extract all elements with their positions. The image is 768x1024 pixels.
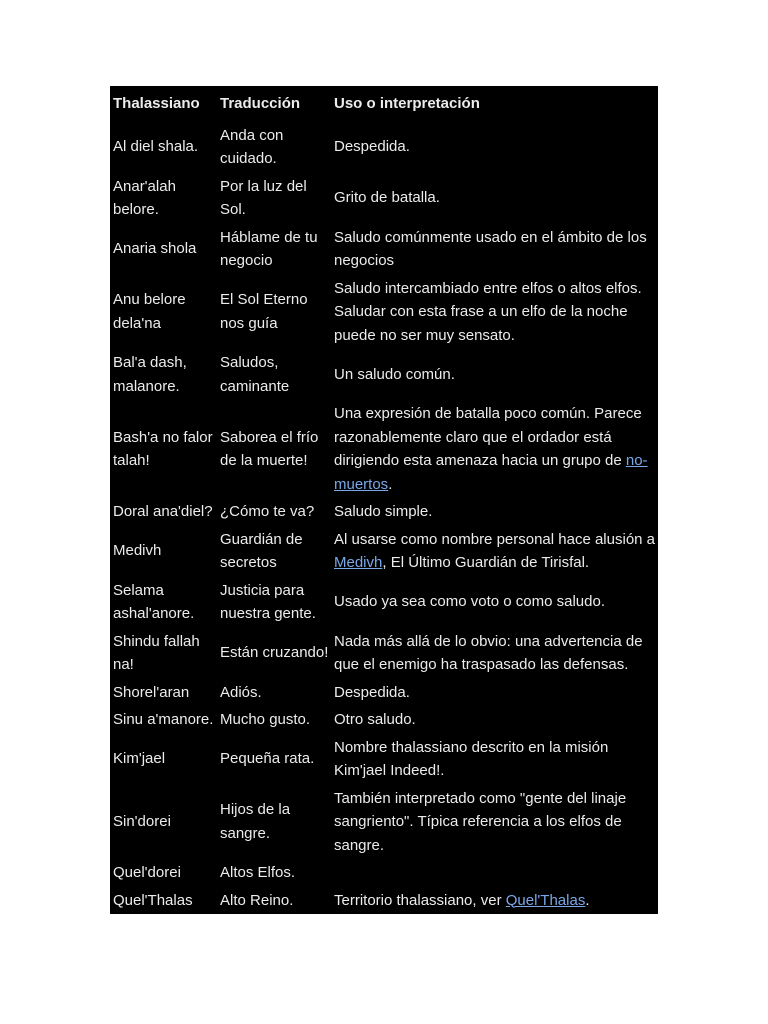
- cell-thalassiano: Sin'dorei: [113, 813, 171, 830]
- header-uso: Uso o interpretación: [334, 95, 480, 112]
- cell-uso: Saludo comúnmente usado en el ámbito de los negocios: [334, 228, 647, 269]
- cell-uso: También interpretado como "gente del linaje sangriento". Típica referencia a los elfos de sangre.: [334, 789, 627, 854]
- cell-thalassiano: Shorel'aran: [113, 683, 190, 701]
- header-traduccion: Traducción: [220, 95, 301, 112]
- cell-traduccion: Mucho gusto.: [220, 711, 311, 728]
- cell-thalassiano: Anu belore dela'na: [113, 291, 186, 332]
- cell-traduccion: Hijos de la sangre.: [220, 801, 291, 842]
- cell-thalassiano: Anaria shola: [113, 240, 197, 258]
- cell-traduccion: Alto Reino.: [220, 891, 294, 909]
- cell-traduccion: Pequeña rata.: [220, 750, 315, 768]
- table-row: [110, 122, 658, 173]
- cell-uso: Un saludo común.: [334, 365, 455, 383]
- cell-thalassiano: Quel'dorei: [113, 864, 181, 881]
- table-row: [110, 526, 658, 577]
- cell-thalassiano: Quel'Thalas: [113, 891, 193, 909]
- cell-thalassiano: Bash'a no falor talah!: [113, 428, 213, 469]
- cell-uso: [331, 859, 658, 887]
- table-header-row: [110, 86, 658, 122]
- cell-uso: Despedida.: [334, 138, 410, 156]
- cell-traduccion: Están cruzando!: [220, 644, 329, 662]
- cell-uso: Saludo intercambiado entre elfos o altos elfos. Saludar con esta frase a un elfo de la noche puede no ser muy sensato.: [334, 279, 642, 344]
- cell-uso: Otro saludo.: [334, 711, 416, 728]
- cell-thalassiano: Selama ashal'anore.: [113, 581, 195, 622]
- table-row: [110, 498, 658, 526]
- cell-traduccion: Adiós.: [220, 683, 262, 701]
- table-row: [110, 628, 658, 679]
- cell-uso-text-end: .: [585, 891, 590, 909]
- cell-traduccion: Háblame de tu negocio: [220, 228, 318, 269]
- table-row: [110, 577, 658, 628]
- cell-traduccion: Anda con cuidado.: [220, 126, 284, 167]
- cell-uso-text-end: , El Último Guardián de Tirisfal.: [382, 554, 590, 571]
- cell-traduccion: ¿Cómo te va?: [220, 503, 315, 520]
- cell-thalassiano: Doral ana'diel?: [113, 503, 213, 520]
- cell-traduccion: El Sol Eterno nos guía: [220, 291, 308, 332]
- cell-uso-text: Una expresión de batalla poco común. Parece razonablemente claro que el ordador está dirigiendo esta amenaza hacia un grupo de: [334, 405, 642, 469]
- table-row: [110, 173, 658, 224]
- cell-uso: Usado ya sea como voto o como saludo.: [334, 593, 605, 611]
- cell-thalassiano: Shindu fallah na!: [113, 632, 200, 673]
- table-row: [110, 400, 658, 498]
- cell-uso: [331, 400, 658, 498]
- cell-thalassiano: Al diel shala.: [113, 138, 199, 156]
- table-row: [110, 706, 658, 734]
- table-row: [110, 887, 658, 915]
- cell-uso: [331, 526, 658, 577]
- phrases-table-panel: [110, 86, 658, 914]
- cell-uso: Saludo simple.: [334, 503, 433, 520]
- cell-uso-text: Al usarse como nombre personal hace alusión a: [334, 530, 656, 548]
- wiki-link[interactable]: no-muertos: [334, 452, 648, 493]
- wiki-link[interactable]: Quel'Thalas: [505, 891, 586, 909]
- cell-traduccion: Por la luz del Sol.: [220, 177, 307, 218]
- table-row: [110, 275, 658, 350]
- cell-uso: Grito de batalla.: [334, 189, 440, 207]
- cell-uso: Nada más allá de lo obvio: una advertencia de que el enemigo ha traspasado las defensas.: [334, 632, 643, 673]
- table-row: [110, 224, 658, 275]
- cell-uso: Despedida.: [334, 683, 410, 701]
- wiki-link[interactable]: Medivh: [334, 554, 383, 571]
- cell-traduccion: Guardián de secretos: [220, 530, 303, 571]
- cell-traduccion: Saludos, caminante: [220, 354, 290, 395]
- table-row: [110, 349, 658, 400]
- cell-traduccion: Altos Elfos.: [220, 864, 296, 881]
- cell-uso: Nombre thalassiano descrito en la misión Kim'jael Indeed!.: [334, 738, 609, 779]
- table-row: [110, 785, 658, 860]
- cell-traduccion: Saborea el frío de la muerte!: [220, 428, 319, 469]
- cell-thalassiano: Kim'jael: [113, 750, 166, 768]
- table-body: [110, 122, 658, 915]
- cell-thalassiano: Sinu a'manore.: [113, 711, 214, 728]
- cell-uso-text: Territorio thalassiano, ver: [334, 891, 506, 909]
- table-row: [110, 734, 658, 785]
- cell-thalassiano: Anar'alah belore.: [113, 177, 176, 218]
- cell-thalassiano: Medivh: [113, 542, 162, 560]
- header-thalassiano: Thalassiano: [113, 95, 200, 112]
- cell-traduccion: Justicia para nuestra gente.: [220, 581, 316, 622]
- cell-uso-text-end: .: [388, 475, 393, 493]
- cell-uso: [331, 887, 658, 915]
- table-row: [110, 859, 658, 887]
- phrases-table: [110, 86, 658, 914]
- table-row: [110, 679, 658, 707]
- cell-thalassiano: Bal'a dash, malanore.: [113, 354, 187, 395]
